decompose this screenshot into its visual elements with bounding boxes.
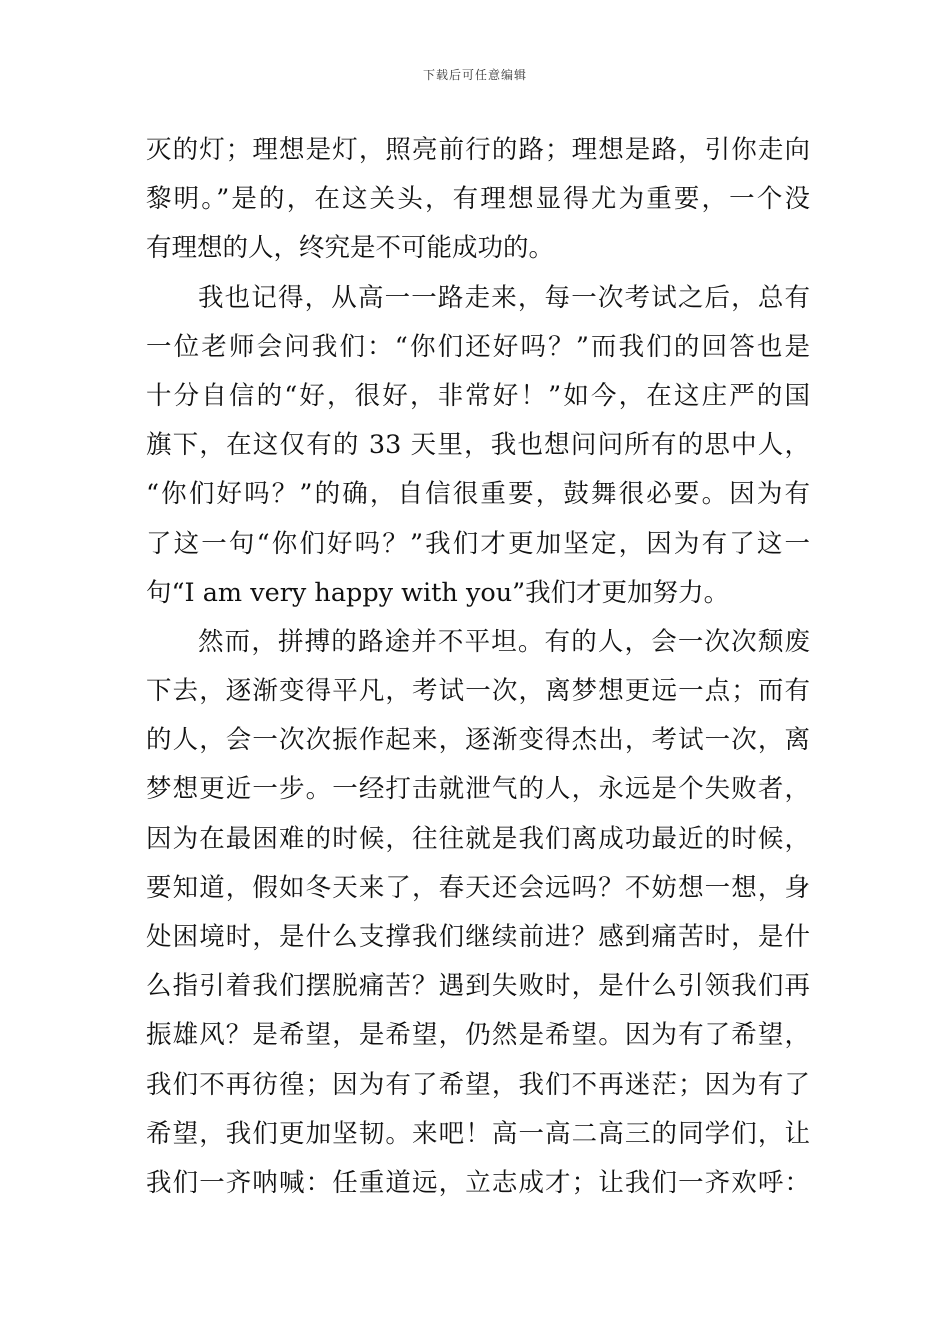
text-line: 因为在最困难的时候，往往就是我们离成功最近的时候， (146, 823, 810, 854)
text-line: 然而，拼搏的路途并不平坦。有的人，会一次次颓废 (198, 626, 810, 657)
page-header: 下载后可任意编辑 (422, 68, 527, 82)
document-body (146, 126, 810, 1208)
text-line: “你们好吗？”的确，自信很重要，鼓舞很必要。因为有 (146, 479, 810, 510)
paragraph (146, 618, 810, 1208)
text-line: 我们一齐呐喊：任重道远，立志成才；让我们一齐欢呼： (146, 1167, 810, 1198)
text-line: 处困境时，是什么支撑我们继续前进？感到痛苦时，是什 (146, 922, 810, 952)
text-line: 我也记得，从高一一路走来，每一次考试之后，总有 (198, 282, 810, 313)
text-line: 要知道，假如冬天来了，春天还会远吗？不妨想一想，身 (146, 872, 810, 903)
paragraph (146, 274, 810, 618)
text-line: 旗下，在这仅有的 33 天里，我也想问问所有的思中人， (146, 430, 810, 461)
text-line: 了这一句“你们好吗？”我们才更加坚定，因为有了这一 (146, 528, 810, 559)
text-line: 我们不再彷徨；因为有了希望，我们不再迷茫；因为有了 (146, 1069, 810, 1100)
text-line: 么指引着我们摆脱痛苦？遇到失败时，是什么引领我们再 (146, 971, 810, 1002)
text-line: 十分自信的“好，很好，非常好！”如今，在这庄严的国 (146, 380, 810, 411)
text-line: 希望，我们更加坚韧。来吧！高一高二高三的同学们，让 (146, 1118, 810, 1149)
text-line: 下去，逐渐变得平凡，考试一次，离梦想更远一点；而有 (146, 676, 810, 707)
text-line: 黎明。”是的，在这关头，有理想显得尤为重要，一个没 (146, 184, 810, 215)
text-line: 的人，会一次次振作起来，逐渐变得杰出，考试一次，离 (146, 725, 810, 756)
text-line: 句“I am very happy with you”我们才更加努力。 (146, 577, 730, 608)
text-line: 灭的灯；理想是灯，照亮前行的路；理想是路，引你走向 (146, 135, 810, 165)
paragraph (146, 126, 810, 274)
text-line: 梦想更近一步。一经打击就泄气的人，永远是个失败者， (146, 774, 810, 805)
text-line: 一位老师会问我们：“你们还好吗？”而我们的回答也是 (146, 331, 810, 362)
text-line: 振雄风？是希望，是希望，仍然是希望。因为有了希望， (146, 1020, 810, 1051)
text-line: 有理想的人，终究是不可能成功的。 (146, 233, 555, 264)
